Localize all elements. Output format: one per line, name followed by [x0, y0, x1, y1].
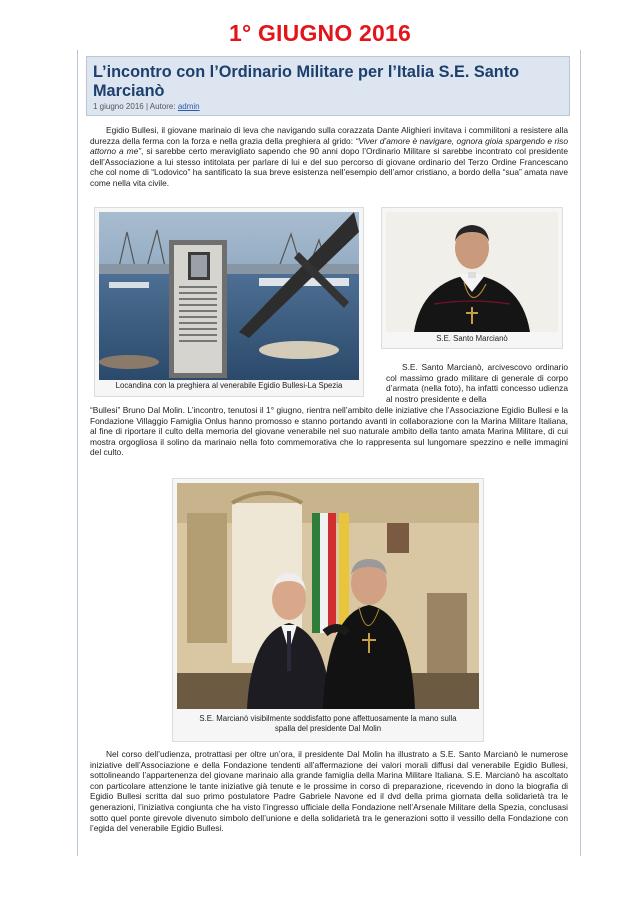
- author-link[interactable]: admin: [177, 102, 200, 111]
- photo2-image[interactable]: [386, 212, 558, 332]
- intro-paragraph: [90, 125, 568, 189]
- article-container: [77, 50, 581, 856]
- photo1-image[interactable]: [99, 212, 359, 380]
- photo3-caption-line2: spalla del presidente Dal Molin: [274, 724, 382, 733]
- photo2-frame: [381, 207, 563, 349]
- photo3-caption: [173, 714, 483, 734]
- article-header: [86, 56, 570, 116]
- intro-text-start: Egidio Bullesi, il giovane marinaio di leva che navigando sulla corazzata Dante Alighieri invitava i commilitoni a resistere alla durezza della ferma con la forza e nella grazia della preghiera al grido:: [90, 125, 568, 146]
- photo1-caption: Locandina con la preghiera al venerabile Egidio Bullesi-La Spezia: [115, 381, 343, 390]
- photo2-caption: S.E. Santo Marcianò: [436, 334, 508, 343]
- intro-quote: “Viver d’amore è navigare, ognora gioia spargendo e riso attorno a me”: [90, 135, 568, 157]
- date-header: 1° GIUGNO 2016: [228, 20, 412, 46]
- photo3-frame: [172, 478, 484, 742]
- article-date: 1 giugno 2016 | Autore:: [93, 102, 178, 111]
- paragraph2-side: S.E. Santo Marcianò, arcivescovo ordinario col massimo grado militare di generale di corpo d’armata (nella foto), ha infatti concesso udienza al nostro presidente e della: [386, 362, 568, 404]
- intro-text-end: , si sarebbe certo meravigliato sapendo che 90 anni dopo l’Ordinario Militare si sarebbe incontrato col presidente dell’Associazione a lui stesso intitolata per parlare di lui e del suo percorso di giovane ordinario del Terzo Ordine Francescano che col nome di “Lodovico” ha santificato la sua breve esistenza nell’esempio dell’amor cristiano, a bordo della “sua” amata nave come nella vita civile.: [90, 146, 569, 188]
- photo3-image[interactable]: [177, 483, 479, 709]
- photo3-caption-line1: S.E. Marcianò visibilmente soddisfatto pone affettuosamente la mano sulla: [199, 714, 457, 723]
- paragraph2: “Bullesi” Bruno Dal Molin. L’incontro, tenutosi il 1° giugno, rientra nell’ambito delle iniziative che l’Associazione Egidio Bullesi e la Fondazione Villaggio Famiglia Onlus hanno promosso e stanno portando avanti in collaborazione con la Marina Militare Italiana, al fine di riportare il culto della memoria del giovane venerabile nel suo naturale ambito della tanto amata Marina Militare, di cui mostra orgogliosa il solino da marinaio nella foto commemorativa che lo rappresenta sul lungomare spezzino e nelle immagini del culto.: [90, 405, 568, 458]
- article-title[interactable]: L’incontro con l’Ordinario Militare per l’Italia S.E. Santo Marcianò: [93, 63, 520, 100]
- article-meta: [93, 102, 200, 111]
- paragraph3: Nel corso dell’udienza, protrattasi per oltre un’ora, il presidente Dal Molin ha illustrato a S.E. Santo Marcianò le numerose iniziative dell’Associazione e della Fondazione tendenti all’affermazione dei valori morali diffusi dal venerabile Egidio Bullesi, sottolineando l’appartenenza del giovane marinaio alla grande famiglia della Marina Militare Italiana. S.E. Marcianò ha ascoltato con particolare attenzione le tante iniziative già tenute e le prossime in corso di preparazione, ricevendo in dono la biografia di Egidio Bullesi scritta dal suo primo postulatore Padre Gabriele Navone ed il dvd della prima giornata della solidarietà tra le generazioni, l’iniziativa congiunta che ha visto l’ingresso ufficiale della Fondazione nell’Arsenale Militare della Spezia, conclusasi sotto quel ponte girevole divenuto simbolo dell’unione e della solidarietà tra le generazioni sotto il vessillo della Fondazione con l’egida del venerabile Egidio Bullesi.: [90, 749, 568, 834]
- photo1-frame: [94, 207, 364, 397]
